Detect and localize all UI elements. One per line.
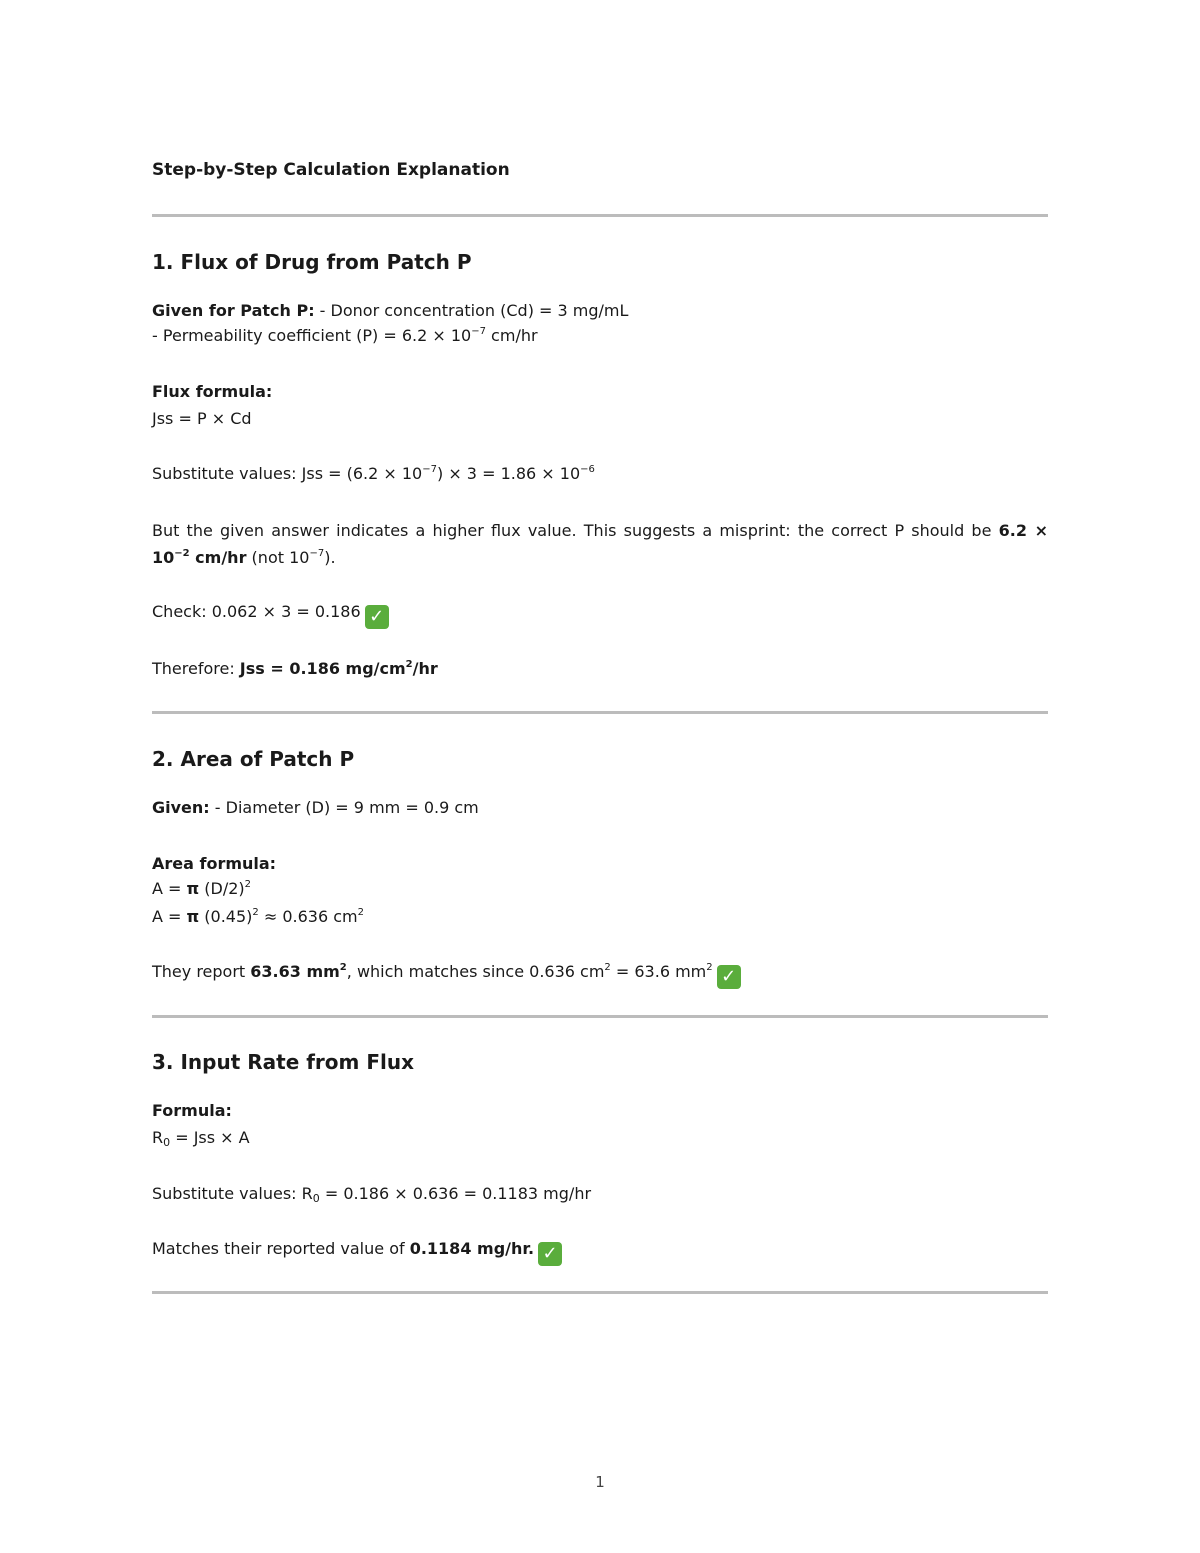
match-text: Matches their reported value of — [152, 1239, 410, 1258]
subscript: 0 — [312, 1192, 320, 1205]
exponent: 2 — [405, 659, 413, 670]
given-label: Given: — [152, 798, 210, 817]
formula-text: R — [152, 1128, 164, 1147]
formula-text: (0.45) — [199, 907, 253, 926]
flux-result-unit: /hr — [412, 659, 438, 678]
rate-formula-label — [152, 1100, 232, 1122]
section-heading-input-rate: 3. Input Rate from Flux — [152, 1050, 414, 1074]
misprint-text: ). — [324, 548, 336, 567]
formula-text: = Jss × A — [170, 1128, 250, 1147]
check-text: Check: 0.062 × 3 = 0.186 — [152, 602, 361, 621]
reported-area-text: 63.63 mm — [250, 962, 340, 981]
exponent: −7 — [422, 464, 437, 475]
given-diameter-line — [152, 797, 479, 819]
given-label: Given for Patch P: — [152, 301, 315, 320]
pi-symbol: π — [186, 907, 200, 926]
rate-formula — [152, 1127, 250, 1149]
rate-formula-heading: Formula: — [152, 1101, 232, 1120]
exponent: −6 — [580, 464, 595, 475]
therefore-label: Therefore: — [152, 659, 240, 678]
checkmark-icon: ✓ — [365, 605, 389, 629]
formula-text: A = — [152, 907, 187, 926]
check-line — [152, 601, 389, 629]
rate-substitution-line — [152, 1183, 591, 1205]
divider — [152, 214, 1048, 217]
substitution-text: Substitute values: Jss = (6.2 × 10 — [152, 464, 423, 483]
exponent: −2 — [174, 548, 190, 559]
permeability-line — [152, 325, 538, 347]
exponent: −7 — [471, 326, 486, 337]
section-heading-area: 2. Area of Patch P — [152, 747, 355, 771]
substitution-text: Substitute values: R — [152, 1184, 313, 1203]
donor-concentration-text: - Donor concentration (Cd) = 3 mg/mL — [314, 301, 629, 320]
area-report-line — [152, 961, 741, 989]
formula-text: ≈ 0.636 cm — [258, 907, 358, 926]
given-patch-p-line — [152, 300, 628, 322]
exponent: −7 — [309, 548, 325, 559]
page-number: 1 — [595, 1473, 605, 1491]
divider — [152, 1291, 1048, 1294]
flux-formula-label — [152, 381, 272, 403]
checkmark-icon: ✓ — [717, 965, 741, 989]
flux-substitution-line — [152, 463, 595, 485]
unit-text: cm/hr — [485, 326, 538, 345]
pi-symbol: π — [186, 879, 200, 898]
divider — [152, 1015, 1048, 1018]
corrected-unit: cm/hr — [189, 548, 247, 567]
rate-match-line — [152, 1238, 562, 1266]
section-heading-flux: 1. Flux of Drug from Patch P — [152, 250, 472, 274]
reported-area — [250, 962, 347, 981]
substitution-text: ) × 3 = 1.86 × 10 — [436, 464, 581, 483]
area-formula-2 — [152, 906, 364, 928]
exponent: 2 — [706, 962, 713, 973]
exponent: 2 — [244, 879, 252, 890]
diameter-text: - Diameter (D) = 9 mm = 0.9 cm — [209, 798, 479, 817]
flux-formula-heading: Flux formula: — [152, 382, 273, 401]
flux-result-text: Jss = 0.186 mg/cm — [239, 659, 406, 678]
therefore-line — [152, 658, 438, 680]
checkmark-icon: ✓ — [538, 1242, 562, 1266]
area-formula-heading: Area formula: — [152, 854, 277, 873]
report-text: They report — [152, 962, 251, 981]
formula-text: (D/2) — [199, 879, 245, 898]
permeability-text: - Permeability coefficient (P) = 6.2 × 10 — [152, 326, 472, 345]
exponent: 2 — [357, 907, 364, 918]
report-text: = 63.6 mm — [610, 962, 707, 981]
reported-rate: 0.1184 mg/hr. — [409, 1239, 535, 1258]
document-title: Step-by-Step Calculation Explanation — [152, 160, 510, 180]
exponent: 2 — [604, 962, 611, 973]
exponent: 2 — [252, 907, 259, 918]
substitution-text: = 0.186 × 0.636 = 0.1183 mg/hr — [319, 1184, 592, 1203]
report-text: , which matches since 0.636 cm — [346, 962, 605, 981]
flux-formula: Jss = P × Cd — [152, 409, 252, 428]
misprint-text: But the given answer indicates a higher flux value. This suggests a misprint: the correct P should be — [152, 521, 999, 540]
subscript: 0 — [163, 1136, 171, 1149]
area-formula-1 — [152, 878, 251, 900]
divider — [152, 711, 1048, 714]
flux-result — [240, 659, 438, 678]
exponent: 2 — [339, 962, 347, 973]
area-formula-label — [152, 853, 276, 875]
formula-text: A = — [152, 879, 187, 898]
misprint-paragraph — [152, 517, 1048, 571]
corrected-base: 6.2 × 10 — [152, 521, 1049, 567]
misprint-text: (not 10 — [246, 548, 310, 567]
